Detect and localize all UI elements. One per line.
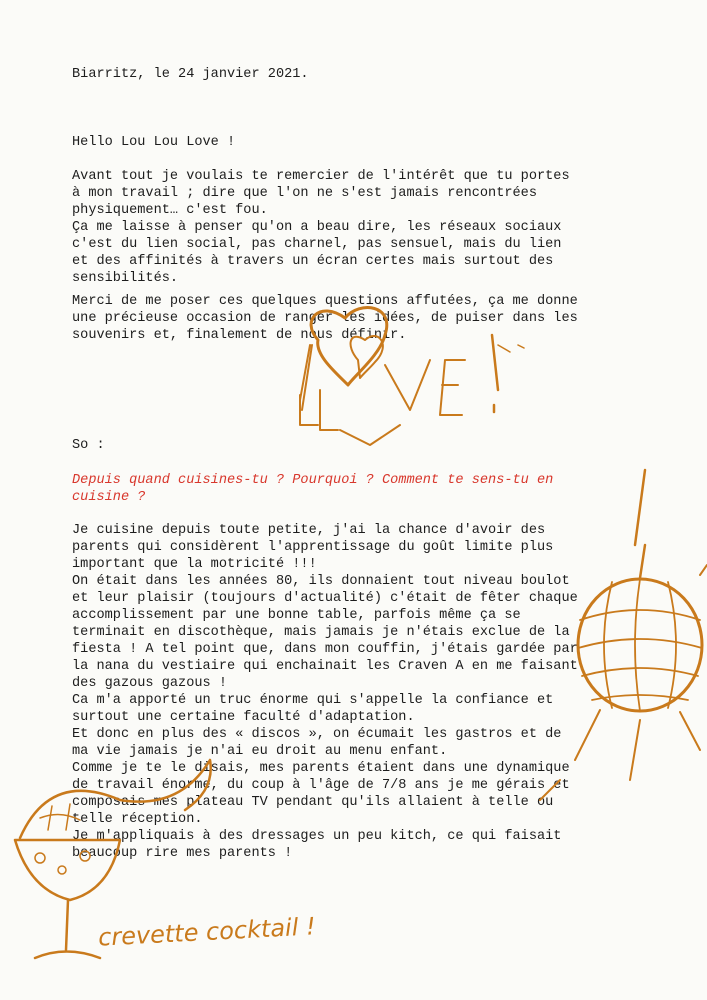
- question-heading: Depuis quand cuisines-tu ? Pourquoi ? Comment te sens-tu en cuisine ?: [72, 473, 554, 505]
- paragraph-intro: Avant tout je voulais te remercier de l'intérêt que tu portes à mon travail ; dire que l'on ne s'est jamais rencontrées physiquement… c'est fou. Ça me laisse à penser qu'on a beau dire, les réseaux sociaux c'est du lien social, pas charnel, pas sensuel, mais du lien et des affinités à travers un écran certes mais surtout des sensibilités.: [72, 169, 570, 286]
- section-so: So :: [72, 438, 105, 453]
- cocktail-caption: crevette cocktail !: [97, 912, 317, 952]
- answer-body: Je cuisine depuis toute petite, j'ai la chance d'avoir des parents qui considèrent l'apprentissage du goût limite plus important que la motricité !!! On était dans les années 80, ils donnaient tout niveau boulot et leur plaisir (toujours d'actualité) c'était de fêter chaque accomplissement par une bonne table, parfois même ça se terminait en discothèque, mais jamais je n'étais exclue de la fiesta ! A tel point que, dans mon couffin, j'étais gardée par la nana du vestiaire qui enchainait les Craven A en me faisant des gazous gazous ! Ca m'a apporté un truc énorme qui s'appelle la confiance et surtout une certaine faculté d'adaptation. Et donc en plus des « discos », on écumait les gastros et de ma vie jamais je n'ai eu droit au menu enfant. Comme je te le disais, mes parents étaient dans une dynamique de travail énorme, du coup à l'âge de 7/8 ans je me gérais et composais mes plateau TV pendant qu'ils allaient à telle ou telle réception. Je m'appliquais à des dressages un peu kitch, ce qui faisait beaucoup rire mes parents !: [72, 523, 578, 861]
- paragraph-thanks: Merci de me poser ces quelques questions affutées, ça me donne une précieuse occasion de ranger les idées, de puiser dans les souvenirs et, finalement de nous définir.: [72, 294, 578, 343]
- greeting: Hello Lou Lou Love !: [72, 135, 236, 150]
- place-date: Biarritz, le 24 janvier 2021.: [72, 67, 309, 82]
